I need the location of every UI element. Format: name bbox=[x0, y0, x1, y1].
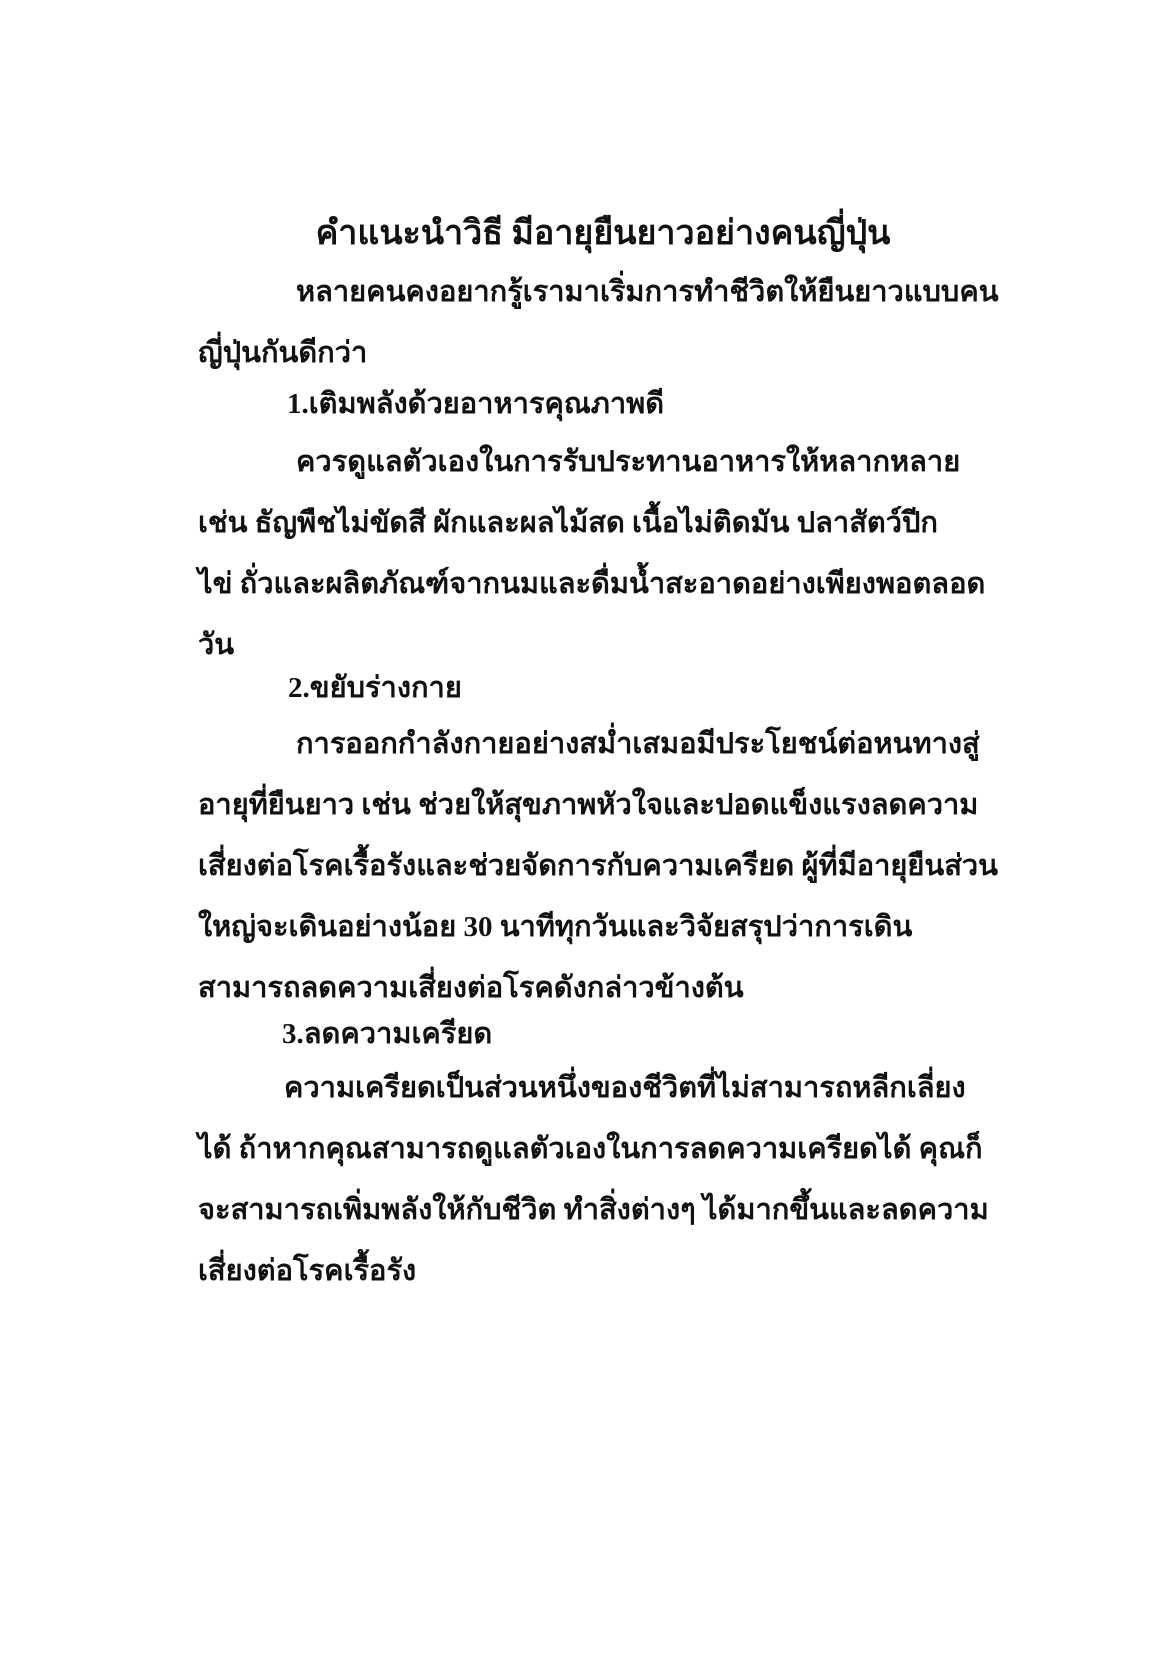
section-heading-3: 3.ลดความเครียด bbox=[282, 1018, 493, 1050]
section-heading-2: 2.ขยับร่างกาย bbox=[288, 672, 462, 704]
paragraph-line: ได้ ถ้าหากคุณสามารถดูแลตัวเองในการลดความเครียดได้ คุณก็ bbox=[198, 1133, 983, 1165]
paragraph-line: สามารถลดความเสี่ยงต่อโรคดังกล่าวข้างต้น bbox=[198, 972, 744, 1004]
paragraph-line: ไข่ ถั่วและผลิตภัณฑ์จากนมและดื่มน้ำสะอาดอย่างเพียงพอตลอด bbox=[198, 568, 986, 600]
intro-paragraph bbox=[198, 262, 999, 384]
paragraph-line: ใหญ่จะเดินอย่างน้อย 30 นาทีทุกวันและวิจัยสรุปว่าการเดิน bbox=[198, 911, 913, 943]
paragraph-line: เสี่ยงต่อโรคเรื้อรังและช่วยจัดการกับความเครียด ผู้ที่มีอายุยืนส่วน bbox=[198, 850, 999, 882]
paragraph-line: เสี่ยงต่อโรคเรื้อรัง bbox=[198, 1255, 417, 1287]
paragraph-line: อายุที่ยืนยาว เช่น ช่วยให้สุขภาพหัวใจและปอดแข็งแรงลดความ bbox=[198, 789, 979, 821]
section-paragraph-1 bbox=[198, 432, 986, 676]
paragraph-line: วัน bbox=[198, 629, 235, 661]
intro-line: ญี่ปุ่นกันดีกว่า bbox=[198, 337, 368, 369]
paragraph-line: ความเครียดเป็นส่วนหนึ่งของชีวิตที่ไม่สามารถหลีกเลี่ยง bbox=[284, 1072, 966, 1104]
section-heading-1: 1.เติมพลังด้วยอาหารคุณภาพดี bbox=[287, 388, 665, 420]
document-title: คำแนะนำวิธี มีอายุยืนยาวอย่างคนญี่ปุ่น bbox=[315, 215, 891, 252]
paragraph-line: จะสามารถเพิ่มพลังให้กับชีวิต ทำสิ่งต่างๆ ได้มากขึ้นและลดความ bbox=[198, 1194, 989, 1226]
section-paragraph-3 bbox=[198, 1058, 989, 1302]
paragraph-line: ควรดูแลตัวเองในการรับประทานอาหารให้หลากหลาย bbox=[296, 446, 961, 478]
section-paragraph-2 bbox=[198, 714, 999, 1019]
paragraph-line: เช่น ธัญพืชไม่ขัดสี ผักและผลไม้สด เนื้อไม่ติดมัน ปลาสัตว์ปีก bbox=[198, 507, 938, 539]
intro-line: หลายคนคงอยากรู้เรามาเริ่มการทำชีวิตให้ยืนยาวแบบคน bbox=[296, 276, 999, 308]
paragraph-line: การออกกำลังกายอย่างสม่ำเสมอมีประโยชน์ต่อหนทางสู่ bbox=[296, 728, 980, 760]
